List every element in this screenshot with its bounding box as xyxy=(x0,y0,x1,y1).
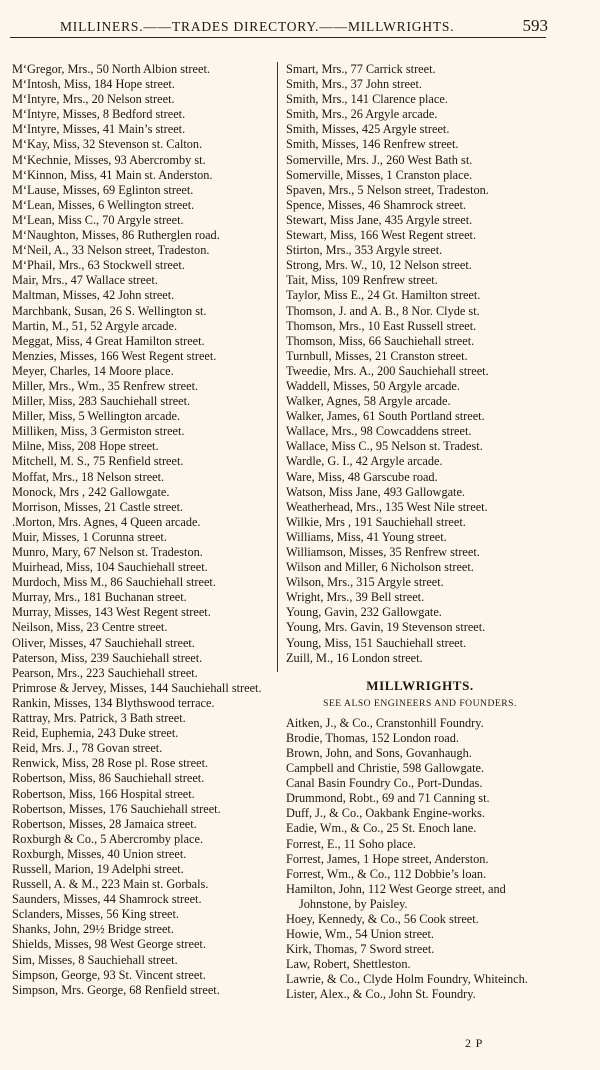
directory-entry: Pearson, Mrs., 223 Sauchiehall street. xyxy=(12,665,198,680)
directory-entry: Mitchell, M. S., 75 Renfield street. xyxy=(12,454,184,469)
directory-entry: Wallace, Mrs., 98 Cowcaddens street. xyxy=(286,424,472,439)
directory-entry: Meggat, Miss, 4 Great Hamilton street. xyxy=(12,333,205,348)
section-title-millwrights: MILLWRIGHTS. xyxy=(366,677,474,693)
directory-entry: Campbell and Christie, 598 Gallowgate. xyxy=(286,761,485,776)
column-divider xyxy=(277,62,278,672)
directory-entry: Primrose & Jervey, Misses, 144 Sauchiehall street. xyxy=(12,680,262,695)
directory-entry: Young, Miss, 151 Sauchiehall street. xyxy=(286,635,467,650)
directory-entry: M‘Intosh, Miss, 184 Hope street. xyxy=(12,77,175,92)
directory-entry: Somerville, Misses, 1 Cranston place. xyxy=(286,167,473,182)
directory-entry: Milliken, Miss, 3 Germiston street. xyxy=(12,424,185,439)
running-title: MILLINERS.——TRADES DIRECTORY.——MILLWRIGHTS. xyxy=(60,19,455,34)
directory-entry: Muir, Misses, 1 Corunna street. xyxy=(12,529,167,544)
directory-entry: Sclanders, Misses, 56 King street. xyxy=(12,907,180,922)
directory-entry: Kirk, Thomas, 7 Sword street. xyxy=(286,942,435,957)
directory-entry: Forrest, Wm., & Co., 112 Dobbie’s loan. xyxy=(286,866,487,881)
directory-entry: Menzies, Misses, 166 West Regent street. xyxy=(12,348,217,363)
directory-entry: Monock, Mrs , 242 Gallowgate. xyxy=(12,484,170,499)
directory-entry: Smith, Misses, 425 Argyle street. xyxy=(286,122,450,137)
directory-entry: Rattray, Mrs. Patrick, 3 Bath street. xyxy=(12,711,186,726)
directory-entry: Stewart, Miss Jane, 435 Argyle street. xyxy=(286,212,473,227)
directory-entry: Meyer, Charles, 14 Moore place. xyxy=(12,363,174,378)
directory-entry: Milne, Miss, 208 Hope street. xyxy=(12,439,159,454)
directory-entry: Saunders, Misses, 44 Shamrock street. xyxy=(12,892,202,907)
directory-entry: Miller, Miss, 283 Sauchiehall street. xyxy=(12,394,191,409)
directory-entry: Howie, Wm., 54 Union street. xyxy=(286,927,434,942)
directory-entry: Brown, John, and Sons, Govanhaugh. xyxy=(286,745,472,760)
directory-entry: Smith, Mrs., 26 Argyle arcade. xyxy=(286,107,438,122)
directory-entry: Wright, Mrs., 39 Bell street. xyxy=(286,590,425,605)
header-rule xyxy=(10,37,546,38)
directory-entry: Shanks, John, 29½ Bridge street. xyxy=(12,922,174,937)
directory-entry: Hamilton, John, 112 West George street, and Johnstone, by Paisley. xyxy=(286,881,506,911)
directory-entry: Canal Basin Foundry Co., Port-Dundas. xyxy=(286,776,483,791)
directory-entry: Williams, Miss, 41 Young street. xyxy=(286,529,447,544)
section-subtitle: SEE ALSO ENGINEERS AND FOUNDERS. xyxy=(323,697,517,709)
directory-entry: M‘Phail, Mrs., 63 Stockwell street. xyxy=(12,258,185,273)
directory-entry: Robertson, Miss, 166 Hospital street. xyxy=(12,786,195,801)
milliners-continued-list xyxy=(286,62,554,666)
directory-entry: Smart, Mrs., 77 Carrick street. xyxy=(286,62,436,76)
directory-entry: Munro, Mary, 67 Nelson st. Tradeston. xyxy=(12,545,203,559)
directory-entry: Smith, Misses, 146 Renfrew street. xyxy=(286,137,459,152)
directory-entry: Young, Mrs. Gavin, 19 Stevenson street. xyxy=(286,620,486,635)
directory-entry: Wilson and Miller, 6 Nicholson street. xyxy=(286,560,474,575)
directory-entry: Thomson, Miss, 66 Sauchiehall street. xyxy=(286,333,475,348)
directory-entry: Renwick, Miss, 28 Rose pl. Rose street. xyxy=(12,756,209,771)
directory-entry: M‘Neil, A., 33 Nelson street, Tradeston. xyxy=(12,243,210,258)
right-column xyxy=(286,62,554,1003)
directory-entry: Wardle, G. I., 42 Argyle arcade. xyxy=(286,454,443,469)
directory-entry: Simpson, George, 93 St. Vincent street. xyxy=(12,967,206,982)
directory-entry: Strong, Mrs. W., 10, 12 Nelson street. xyxy=(286,258,472,273)
directory-entry: Simpson, Mrs. George, 68 Renfield street. xyxy=(12,982,220,997)
directory-entry: M‘Intyre, Misses, 41 Main’s street. xyxy=(12,122,186,137)
directory-entry: Spence, Misses, 46 Shamrock street. xyxy=(286,197,466,212)
directory-entry: M‘Lean, Misses, 6 Wellington street. xyxy=(12,197,195,212)
directory-entry: Forrest, James, 1 Hope street, Anderston. xyxy=(286,851,489,866)
directory-entry: M‘Intyre, Mrs., 20 Nelson street. xyxy=(12,92,175,107)
directory-entry: M‘Gregor, Mrs., 50 North Albion street. xyxy=(12,62,210,76)
directory-entry: Oliver, Misses, 47 Sauchiehall street. xyxy=(12,635,195,650)
directory-entry: M‘Naughton, Misses, 86 Rutherglen road. xyxy=(12,228,220,243)
directory-entry: .Morton, Mrs. Agnes, 4 Queen arcade. xyxy=(12,514,201,529)
directory-entry: Moffat, Mrs., 18 Nelson street. xyxy=(12,469,165,484)
directory-entry: Tweedie, Mrs. A., 200 Sauchiehall street. xyxy=(286,363,489,378)
directory-entry: Roxburgh, Misses, 40 Union street. xyxy=(12,846,187,861)
directory-entry: Eadie, Wm., & Co., 25 St. Enoch lane. xyxy=(286,821,477,836)
left-column xyxy=(12,62,280,998)
directory-entry: Robertson, Misses, 28 Jamaica street. xyxy=(12,816,197,831)
directory-entry: Sim, Misses, 8 Sauchiehall street. xyxy=(12,952,178,967)
directory-entry: Neilson, Miss, 23 Centre street. xyxy=(12,620,168,635)
directory-entry: Stewart, Miss, 166 West Regent street. xyxy=(286,228,477,243)
directory-entry: Murdoch, Miss M., 86 Sauchiehall street. xyxy=(12,575,216,590)
millwrights-list xyxy=(286,716,554,1003)
directory-entry: M‘Kinnon, Miss, 41 Main st. Anderston. xyxy=(12,167,213,182)
directory-entry: Taylor, Miss E., 24 Gt. Hamilton street. xyxy=(286,288,481,303)
directory-entry: Roxburgh & Co., 5 Abercromby place. xyxy=(12,831,204,846)
directory-entry: Turnbull, Misses, 21 Cranston street. xyxy=(286,348,468,363)
directory-entry: Stirton, Mrs., 353 Argyle street. xyxy=(286,243,443,258)
directory-entry: Ware, Miss, 48 Garscube road. xyxy=(286,469,438,484)
directory-entry: Law, Robert, Shettleston. xyxy=(286,957,411,972)
directory-entry: Walker, Agnes, 58 Argyle arcade. xyxy=(286,394,451,409)
page-number: 593 xyxy=(522,16,548,35)
directory-entry: Wilson, Mrs., 315 Argyle street. xyxy=(286,575,444,590)
directory-entry: Thomson, J. and A. B., 8 Nor. Clyde st. xyxy=(286,303,480,318)
directory-entry: Watson, Miss Jane, 493 Gallowgate. xyxy=(286,484,465,499)
directory-entry: Waddell, Misses, 50 Argyle arcade. xyxy=(286,378,460,393)
directory-entry: Hoey, Kennedy, & Co., 56 Cook street. xyxy=(286,911,479,926)
directory-entry: Forrest, E., 11 Soho place. xyxy=(286,836,417,851)
directory-entry: Muirhead, Miss, 104 Sauchiehall street. xyxy=(12,560,208,575)
directory-entry: Wilkie, Mrs , 191 Sauchiehall street. xyxy=(286,514,466,529)
signature-mark: 2 P xyxy=(465,1036,484,1050)
directory-entry: Marchbank, Susan, 26 S. Wellington st. xyxy=(12,303,207,318)
directory-entry: Zuill, M., 16 London street. xyxy=(286,650,423,665)
directory-entry: Reid, Mrs. J., 78 Govan street. xyxy=(12,741,163,756)
directory-entry: Walker, James, 61 South Portland street. xyxy=(286,409,485,424)
directory-entry: M‘Kay, Miss, 32 Stevenson st. Calton. xyxy=(12,137,203,152)
directory-entry: Russell, A. & M., 223 Main st. Gorbals. xyxy=(12,877,209,892)
directory-entry: Wallace, Miss C., 95 Nelson st. Tradest. xyxy=(286,439,483,454)
directory-entry: Maltman, Misses, 42 John street. xyxy=(12,288,175,303)
directory-entry: M‘Intyre, Misses, 8 Bedford street. xyxy=(12,107,186,122)
directory-entry: M‘Kechnie, Misses, 93 Abercromby st. xyxy=(12,152,206,167)
directory-entry: Martin, M., 51, 52 Argyle arcade. xyxy=(12,318,178,333)
directory-entry: Brodie, Thomas, 152 London road. xyxy=(286,730,459,745)
directory-entry: Aitken, J., & Co., Cranstonhill Foundry. xyxy=(286,715,484,730)
directory-entry: Robertson, Miss, 86 Sauchiehall street. xyxy=(12,771,205,786)
directory-entry: Duff, J., & Co., Oakbank Engine-works. xyxy=(286,806,485,821)
directory-entry: Spaven, Mrs., 5 Nelson street, Tradeston. xyxy=(286,182,489,197)
directory-entry: Reid, Euphemia, 243 Duke street. xyxy=(12,726,179,741)
directory-entry: Tait, Miss, 109 Renfrew street. xyxy=(286,273,438,288)
directory-entry: Robertson, Misses, 176 Sauchiehall street. xyxy=(12,801,221,816)
directory-entry: Somerville, Mrs. J., 260 West Bath st. xyxy=(286,152,473,167)
directory-entry: Smith, Mrs., 141 Clarence place. xyxy=(286,92,448,107)
directory-entry: Murray, Misses, 143 West Regent street. xyxy=(12,605,211,620)
directory-entry: M‘Lean, Miss C., 70 Argyle street. xyxy=(12,212,184,227)
directory-entry: Morrison, Misses, 21 Castle street. xyxy=(12,499,184,514)
directory-entry: Rankin, Misses, 134 Blythswood terrace. xyxy=(12,695,215,710)
directory-entry: Paterson, Miss, 239 Sauchiehall street. xyxy=(12,650,203,665)
directory-entry: Miller, Miss, 5 Wellington arcade. xyxy=(12,409,181,424)
directory-entry: Weatherhead, Mrs., 135 West Nile street. xyxy=(286,499,488,514)
directory-entry: Miller, Mrs., Wm., 35 Renfrew street. xyxy=(12,378,199,393)
directory-entry: Drummond, Robt., 69 and 71 Canning st. xyxy=(286,791,490,806)
directory-entry: Smith, Mrs., 37 John street. xyxy=(286,77,422,92)
directory-entry: Williamson, Misses, 35 Renfrew street. xyxy=(286,545,480,559)
directory-entry: Young, Gavin, 232 Gallowgate. xyxy=(286,605,442,620)
directory-entry: Russell, Marion, 19 Adelphi street. xyxy=(12,861,184,876)
directory-entry: Mair, Mrs., 47 Wallace street. xyxy=(12,273,158,288)
directory-entry: M‘Lause, Misses, 69 Eglinton street. xyxy=(12,182,194,197)
directory-entry: Murray, Mrs., 181 Buchanan street. xyxy=(12,590,187,605)
directory-entry: Lawrie, & Co., Clyde Holm Foundry, Whiteinch. xyxy=(286,972,528,987)
directory-entry: Lister, Alex., & Co., John St. Foundry. xyxy=(286,987,476,1002)
directory-entry: Shields, Misses, 98 West George street. xyxy=(12,937,206,952)
directory-entry: Thomson, Mrs., 10 East Russell street. xyxy=(286,318,477,333)
